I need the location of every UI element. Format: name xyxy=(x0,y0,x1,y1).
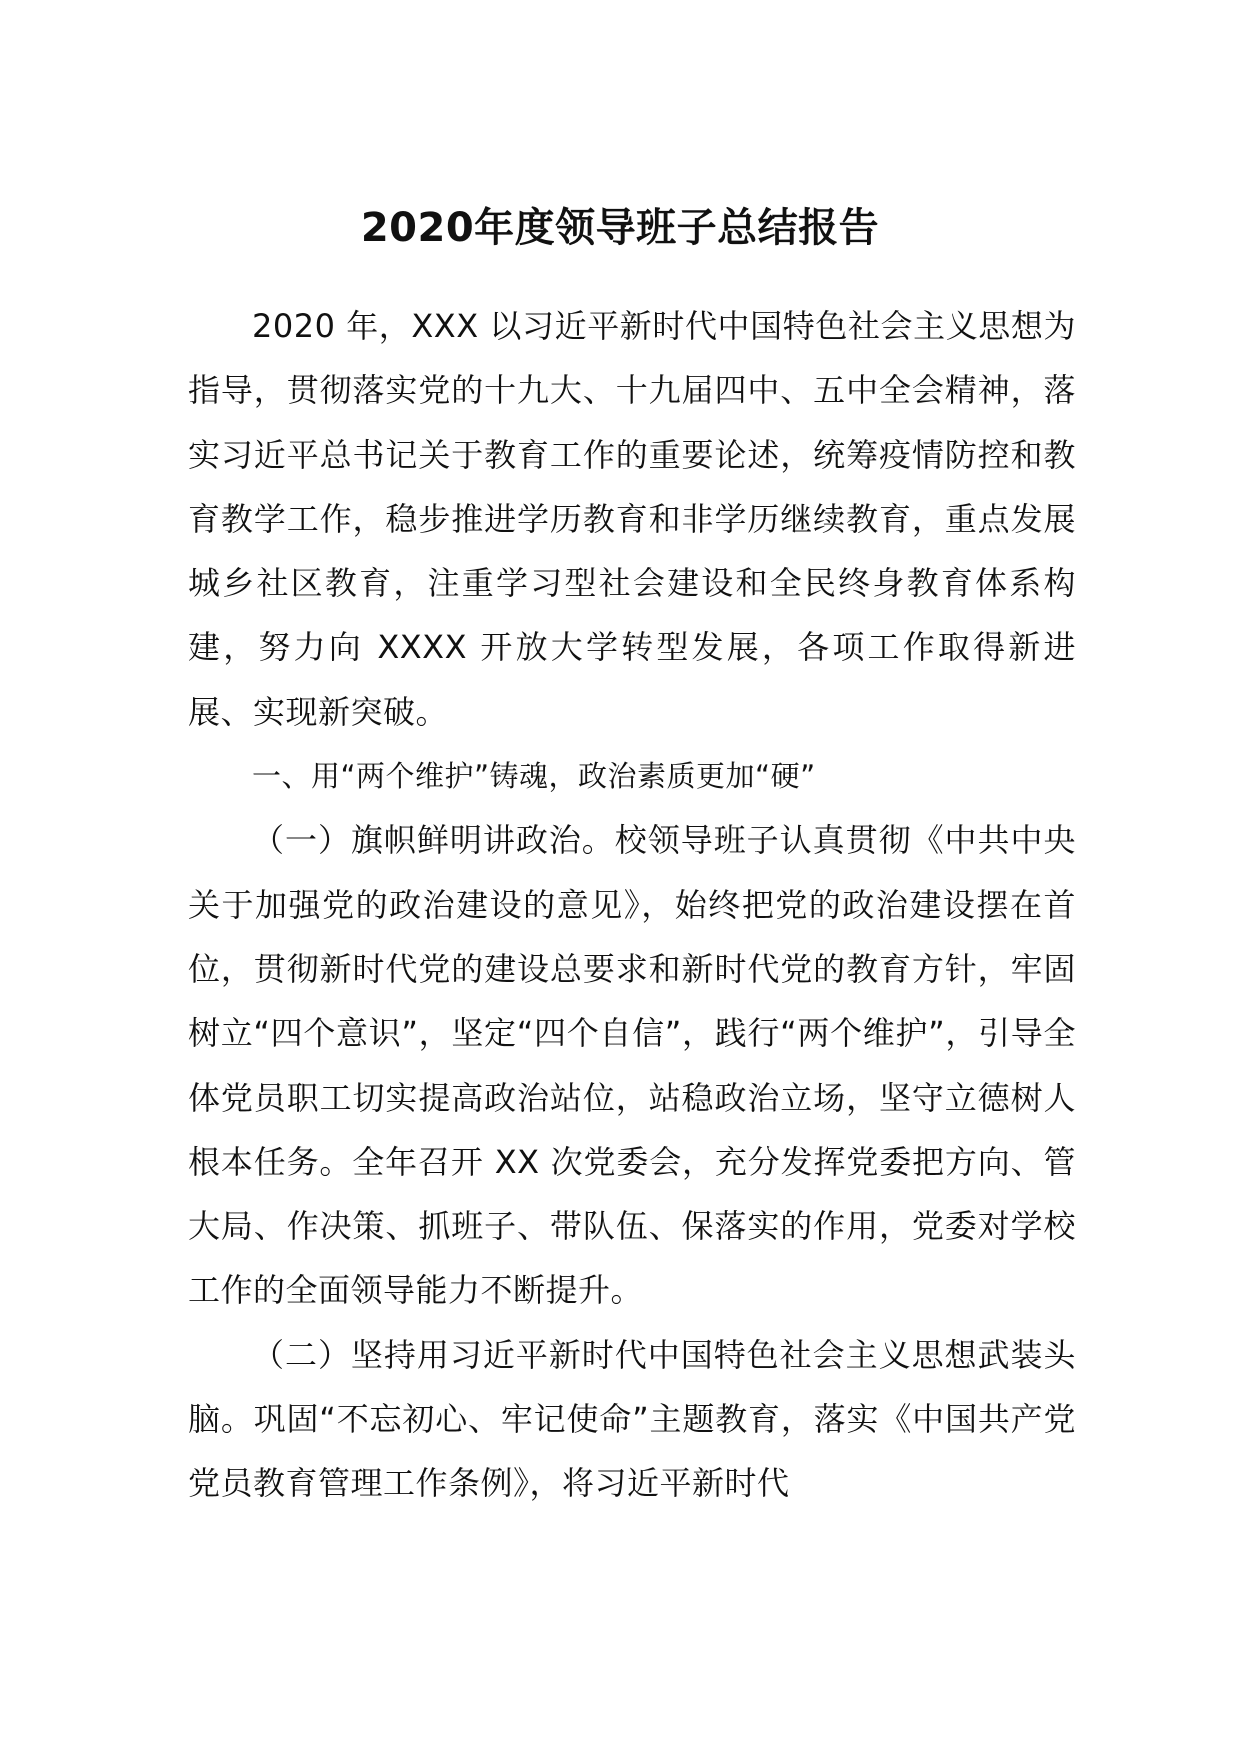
subsection-paragraph-1: （一）旗帜鲜明讲政治。校领导班子认真贯彻《中共中央关于加强党的政治建设的意见》，始终把党的政治建设摆在首位，贯彻新时代党的建设总要求和新时代党的教育方针，牢固树立“四个意识”，坚定“四个自信”，践行“两个维护”，引导全体党员职工切实提高政治站位，站稳政治立场，坚守立德树人根本任务。全年召开 XX 次党委会，充分发挥党委把方向、管大局、作决策、抓班子、带队伍、保落实的作用，党委对学校工作的全面领导能力不断提升。 xyxy=(188,821,1076,1310)
section-heading-1: 一、用“两个维护”铸魂，政治素质更加“硬” xyxy=(252,759,816,794)
subsection-paragraph-2: （二）坚持用习近平新时代中国特色社会主义思想武装头脑。巩固“不忘初心、牢记使命”主题教育，落实《中国共产党党员教育管理工作条例》，将习近平新时代 xyxy=(188,1335,1076,1503)
document-title: 2020年度领导班子总结报告 xyxy=(360,205,880,251)
document-body xyxy=(188,294,1076,1516)
intro-paragraph: 2020 年，XXX 以习近平新时代中国特色社会主义思想为指导，贯彻落实党的十九大、十九届四中、五中全会精神，落实习近平总书记关于教育工作的重要论述，统筹疫情防控和教育教学工作，稳步推进学历教育和非学历继续教育，重点发展城乡社区教育，注重学习型社会建设和全民终身教育体系构建，努力向 XXXX 开放大学转型发展，各项工作取得新进展、实现新突破。 xyxy=(188,307,1076,731)
